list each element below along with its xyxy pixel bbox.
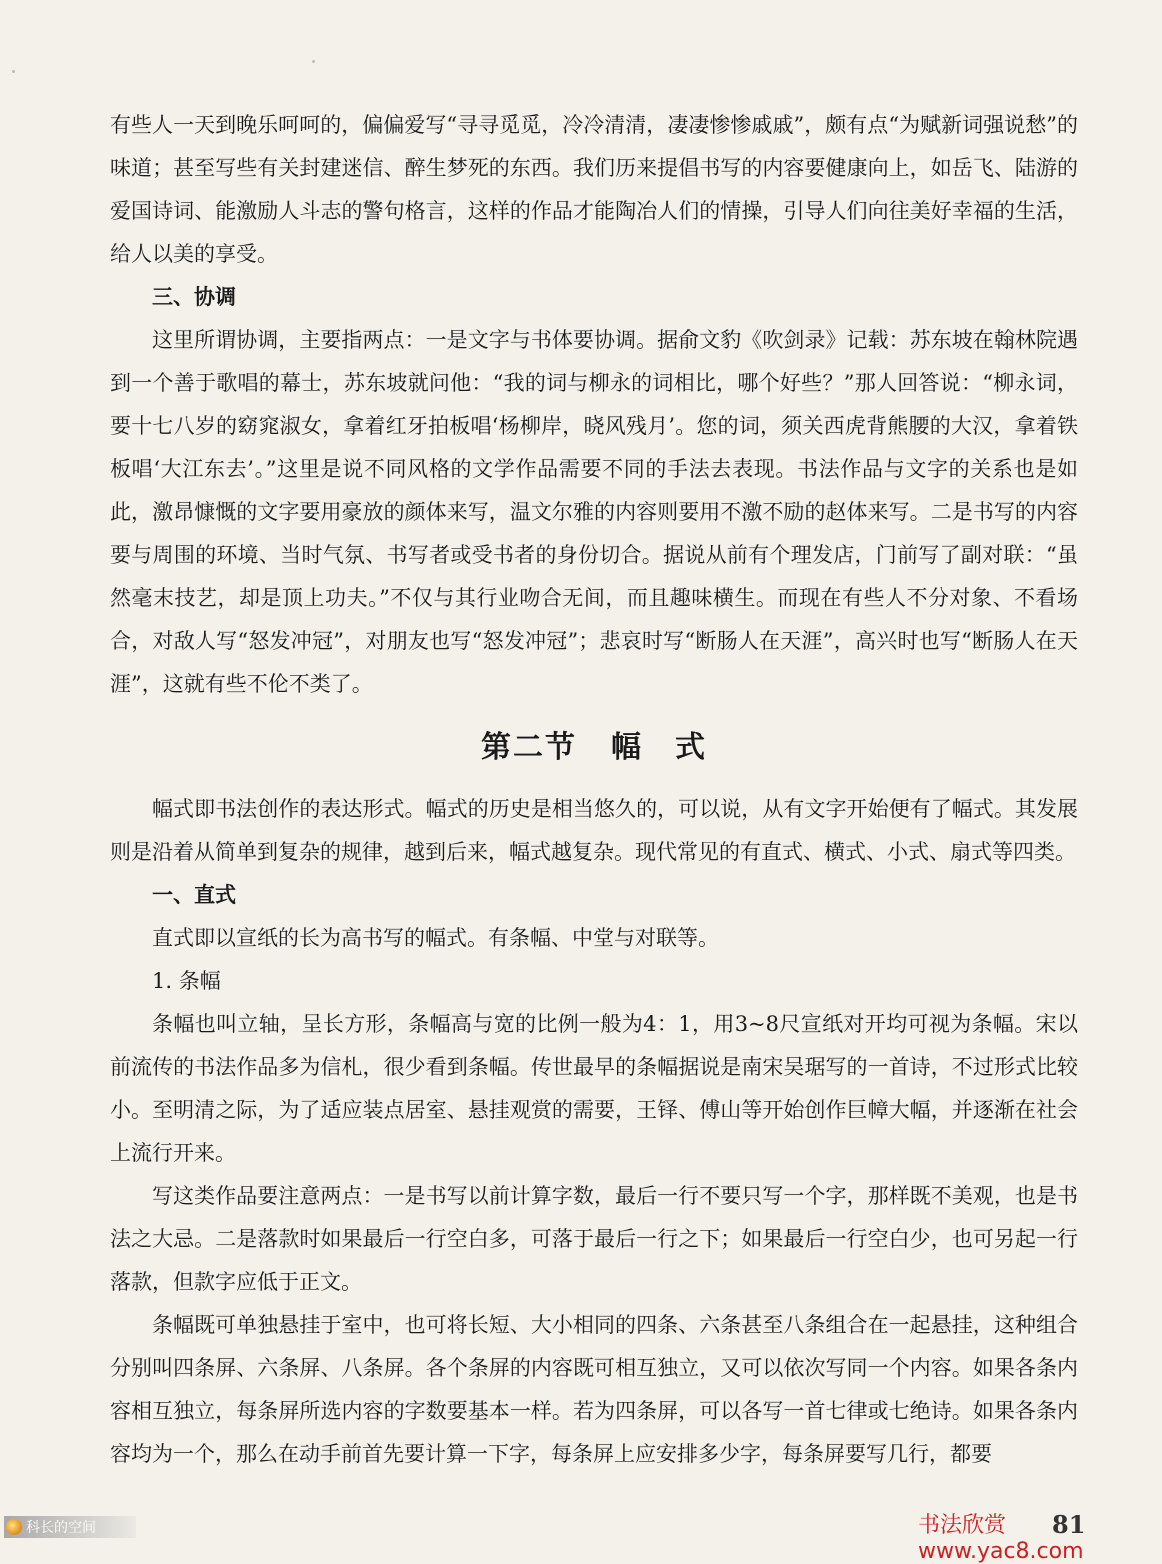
paragraph-hanging-scroll-3: 条幅既可单独悬挂于室中，也可将长短、大小相同的四条、六条甚至八条组合在一起悬挂，这种组合分别叫四条屏、六条屏、八条屏。各个条屏的内容既可相互独立，又可以依次写同一个内容。如果各条内容相互独立，每条屏所选内容的字数要基本一样。若为四条屏，可以各写一首七律或七绝诗。如果各条内容均为一个，那么在动手前首先要计算一下字，每条屏上应安排多少字，每条屏要写几行，都要 — [110, 1313, 1078, 1466]
watermark-right: 书法欣赏 www.yac8.com — [918, 1513, 1084, 1564]
paragraph-coordination: 这里所谓协调，主要指两点：一是文字与书体要协调。据俞文豹《吹剑录》记载：苏东坡在翰林院遇到一个善于歌唱的幕士，苏东坡就问他：“我的词与柳永的词相比，哪个好些？”那人回答说：“柳永词，要十七八岁的窈窕淑女，拿着红牙拍板唱‘杨柳岸，晓风残月’。您的词，须关西虎背熊腰的大汉，拿着铁板唱‘大江东去’。”这里是说不同风格的文学作品需要不同的手法去表现。书法作品与文字的关系也是如此，激昂慷慨的文字要用豪放的颜体来写，温文尔雅的内容则要用不激不励的赵体来写。二是书写的内容要与周围的环境、当时气氛、书写者或受书者的身份切合。据说从前有个理发店，门前写了副对联：“虽然毫末技艺，却是顶上功夫。”不仅与其行业吻合无间，而且趣味横生。而现在有些人不分对象、不看场合，对敌人写“怒发冲冠”，对朋友也写“怒发冲冠”；悲哀时写“断肠人在天涯”，高兴时也写“断肠人在天涯”，这就有些不伦不类了。 — [110, 328, 1078, 696]
page-number: 81 — [1052, 1510, 1086, 1539]
paragraph-hanging-scroll-1: 条幅也叫立轴，呈长方形，条幅高与宽的比例一般为4：1，用3~8尺宣纸对开均可视为条幅。宋以前流传的书法作品多为信札，很少看到条幅。传世最早的条幅据说是南宋吴琚写的一首诗，不过形式比较小。至明清之际，为了适应装点居室、悬挂观赏的需要，王铎、傅山等开始创作巨幛大幅，并逐渐在社会上流行开来。 — [110, 1012, 1078, 1165]
watermark-left-text: 科长的空间 — [26, 1520, 96, 1536]
heading-vertical-format: 一、直式 — [152, 883, 236, 907]
section-title-name: 幅 式 — [611, 730, 707, 765]
scan-speck — [312, 60, 315, 63]
section-title-number: 第二节 — [481, 730, 577, 765]
paragraph-vertical-format: 直式即以宣纸的长为高书写的幅式。有条幅、中堂与对联等。 — [152, 926, 719, 950]
scan-speck — [12, 70, 15, 73]
site-logo-icon — [6, 1519, 22, 1535]
subheading-hanging-scroll: 1. 条幅 — [152, 969, 221, 993]
watermark-left — [4, 1516, 136, 1538]
paragraph-format-intro: 幅式即书法创作的表达形式。幅式的历史是相当悠久的，可以说，从有文字开始便有了幅式。其发展则是沿着从简单到复杂的规律，越到后来，幅式越复杂。现代常见的有直式、横式、小式、扇式等四类。 — [110, 797, 1078, 864]
paragraph-intro-carryover: 有些人一天到晚乐呵呵的，偏偏爱写“寻寻觅觅，冷冷清清，凄凄惨惨戚戚”，颇有点“为赋新词强说愁”的味道；甚至写些有关封建迷信、醉生梦死的东西。我们历来提倡书写的内容要健康向上，如岳飞、陆游的爱国诗词、能激励人斗志的警句格言，这样的作品才能陶冶人们的情操，引导人们向往美好幸福的生活，给人以美的享受。 — [110, 113, 1078, 266]
section-title — [110, 726, 1078, 770]
heading-coordination: 三、协调 — [152, 285, 236, 309]
page-body — [110, 104, 1078, 1476]
paragraph-hanging-scroll-2: 写这类作品要注意两点：一是书写以前计算字数，最后一行不要只写一个字，那样既不美观，也是书法之大忌。二是落款时如果最后一行空白多，可落于最后一行之下；如果最后一行空白少，也可另起一行落款，但款字应低于正文。 — [110, 1184, 1078, 1294]
